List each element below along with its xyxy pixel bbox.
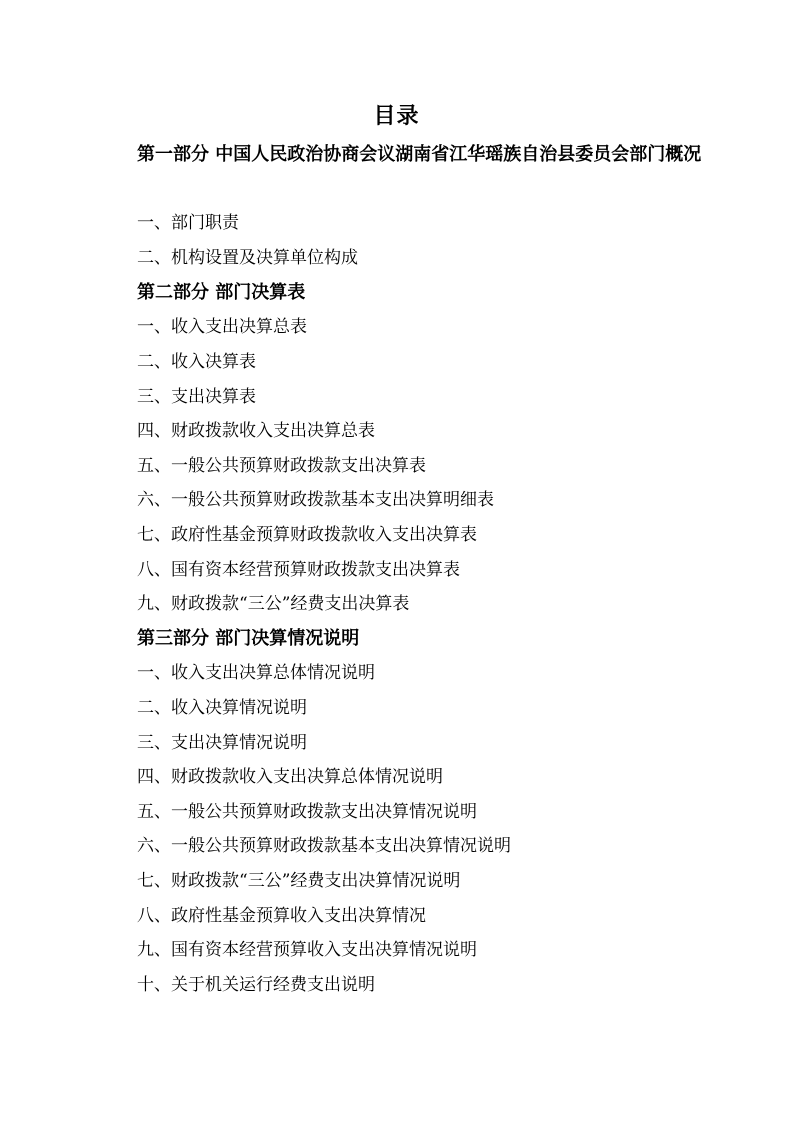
toc-item: 八、政府性基金预算收入支出决算情况 <box>137 906 426 926</box>
toc-item: 四、财政拨款收入支出决算总表 <box>137 421 375 441</box>
toc-item: 一、部门职责 <box>137 213 239 233</box>
toc-item: 九、财政拨款“三公”经费支出决算表 <box>137 594 410 614</box>
toc-item: 四、财政拨款收入支出决算总体情况说明 <box>137 767 443 787</box>
toc-item: 一、收入支出决算总体情况说明 <box>137 663 375 683</box>
toc-item: 三、支出决算情况说明 <box>137 733 307 753</box>
toc-item: 六、一般公共预算财政拨款基本支出决算情况说明 <box>137 836 511 856</box>
toc-title: 目录 <box>373 104 420 129</box>
toc-item: 五、一般公共预算财政拨款支出决算情况说明 <box>137 802 477 822</box>
toc-item: 二、机构设置及决算单位构成 <box>137 248 358 268</box>
toc-item: 八、国有资本经营预算财政拨款支出决算表 <box>137 560 460 580</box>
toc-item: 一、收入支出决算总表 <box>137 317 307 337</box>
toc-item: 二、收入决算表 <box>137 352 256 372</box>
toc-item: 七、财政拨款“三公”经费支出决算情况说明 <box>137 871 461 891</box>
toc-item: 二、收入决算情况说明 <box>137 698 307 718</box>
toc-item: 九、国有资本经营预算收入支出决算情况说明 <box>137 940 477 960</box>
part-3-heading: 第三部分 部门决算情况说明 <box>137 628 360 649</box>
toc-item: 七、政府性基金预算财政拨款收入支出决算表 <box>137 525 477 545</box>
toc-item: 六、一般公共预算财政拨款基本支出决算明细表 <box>137 490 494 510</box>
toc-item: 十、关于机关运行经费支出说明 <box>137 975 375 995</box>
toc-item: 三、支出决算表 <box>137 387 256 407</box>
part-1-heading: 第一部分 中国人民政治协商会议湖南省江华瑶族自治县委员会部门概况 <box>137 144 702 165</box>
toc-item: 五、一般公共预算财政拨款支出决算表 <box>137 456 426 476</box>
part-2-heading: 第二部分 部门决算表 <box>137 282 306 303</box>
